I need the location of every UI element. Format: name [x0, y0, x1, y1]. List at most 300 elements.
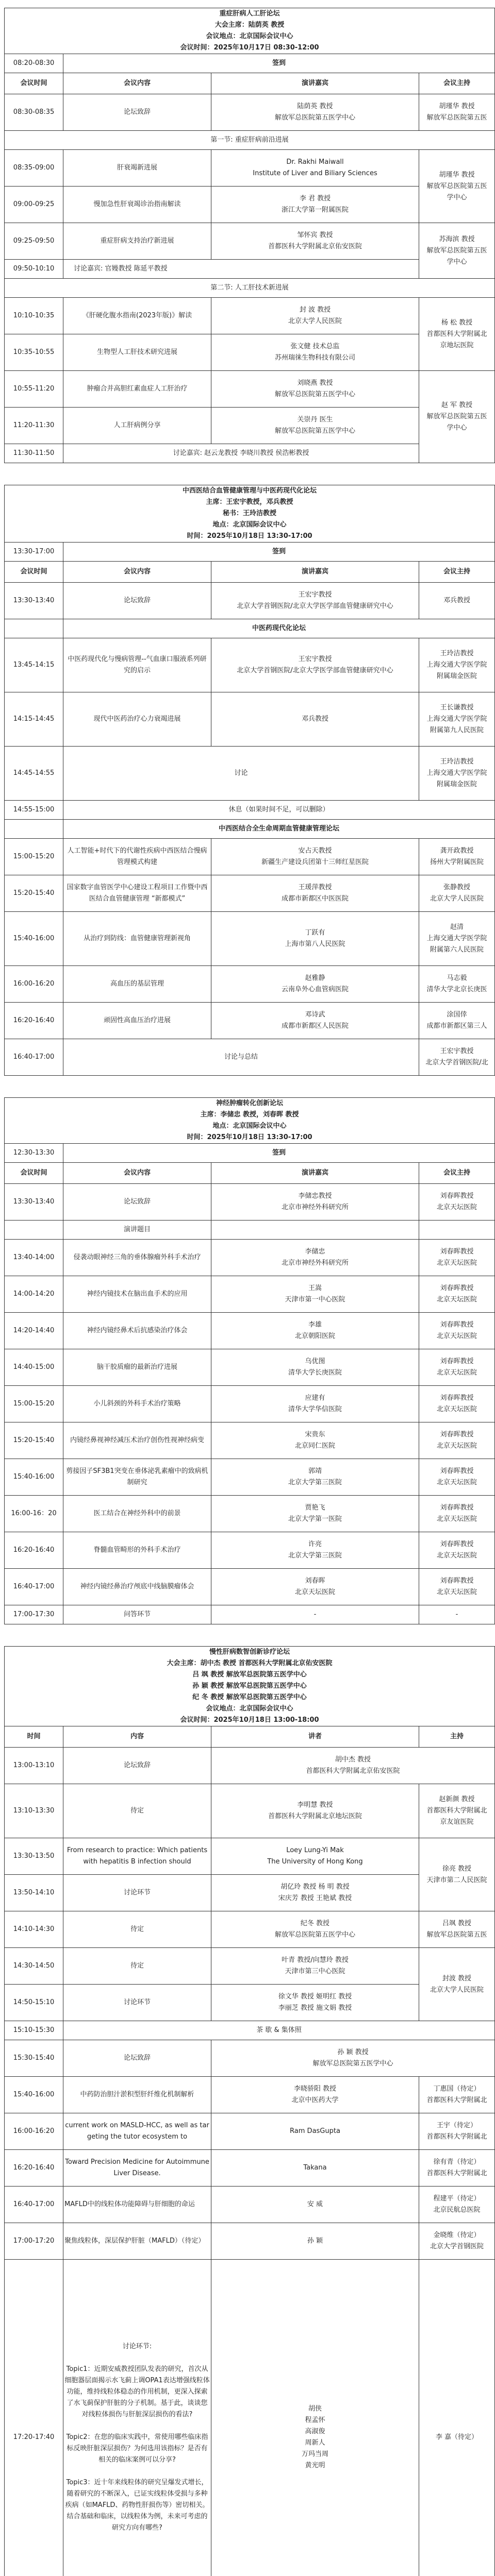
- cell-line: 徐有青（待定）: [433, 2158, 481, 2166]
- time-cell: 14:55-15:00: [5, 801, 63, 820]
- time-cell: [5, 1221, 63, 1240]
- speaker-cell: [211, 1349, 419, 1386]
- cell-line: 王嵩: [308, 1284, 322, 1292]
- topic-cell: 肿瘤合并高胆红素血症人工肝治疗: [63, 371, 211, 408]
- time-cell: 17:20-17:40: [5, 2260, 63, 2576]
- cell-line: 北京天坛医院: [437, 1405, 477, 1413]
- speaker-cell: [211, 1532, 419, 1569]
- cell-line: 解放军总医院第五医学中心: [274, 427, 355, 435]
- cell-line: 成都市新都区第三人: [426, 1022, 487, 1030]
- cell-line: 附属第九人民医院: [430, 726, 484, 734]
- time-cell: 14:30-14:50: [5, 1948, 63, 1985]
- agenda-row: [5, 2260, 495, 2576]
- speaker-cell: [211, 94, 419, 131]
- column-header: 演讲嘉宾: [211, 73, 419, 94]
- speaker-cell: [211, 2260, 419, 2576]
- cell-line: 解放军总医院第五医: [426, 114, 487, 122]
- cell-line: 封波 教授: [442, 1974, 472, 1982]
- cell-line: 解放军总医院第五医: [426, 246, 487, 255]
- cell-line: 龚开政教授: [440, 847, 474, 855]
- column-header: 会议时间: [5, 1163, 63, 1184]
- agenda-row: [5, 1496, 495, 1532]
- topic-cell: MAFLD中的线粒体功能障碍与肝细胞的命运: [63, 2187, 211, 2223]
- agenda-row: [5, 1313, 495, 1349]
- cell-line: 北京大学人民医院: [288, 317, 342, 325]
- cell-line: 马志毅: [447, 974, 467, 982]
- time-cell: 15:40-16:00: [5, 2077, 63, 2113]
- cell-line: 北京天坛医院: [437, 1369, 477, 1377]
- cell-line: 孙 颖 教授: [337, 2048, 369, 2056]
- cell-line: 北京天坛医院: [437, 1259, 477, 1267]
- column-header: 时间: [5, 1726, 63, 1748]
- cell-line: 北京天坛医院: [437, 1552, 477, 1560]
- speaker-cell: [211, 1875, 419, 1911]
- agenda-row: [5, 1911, 495, 1948]
- topic-cell: 医工结合在神经外科中的前景: [63, 1496, 211, 1532]
- cell-line: 北京天坛医院: [437, 1588, 477, 1596]
- topic-cell: 论坛致辞: [63, 94, 211, 131]
- speaker-cell: [211, 875, 419, 912]
- speaker-cell: [211, 1003, 419, 1039]
- topic-cell: 国家数字血管医学中心建设工程项目工作暨中西医结合血管健康管理 “新都模式”: [63, 875, 211, 912]
- cell-line: 北京市神经外科研究所: [281, 1259, 349, 1267]
- topic-cell: 中药防治胆汁淤积型肝纤维化机制解析: [63, 2077, 211, 2113]
- forum-header: [5, 1098, 495, 1144]
- time-cell: [5, 619, 63, 638]
- agenda-row: [5, 1422, 495, 1459]
- time-cell: 15:20-15:40: [5, 1422, 63, 1459]
- cell-line: 刘春晖教授: [440, 1248, 474, 1256]
- time-cell: 15:40-16:00: [5, 1459, 63, 1496]
- cell-line: Ram DasGupta: [290, 2127, 340, 2135]
- cell-line: 附属第六人民医院: [430, 946, 484, 954]
- cell-line: 安 威: [307, 2200, 323, 2208]
- agenda-row: [5, 1144, 495, 1163]
- time-cell: 16:00-16:20: [5, 2113, 63, 2150]
- cell-line: 赵清: [450, 923, 464, 931]
- cell-line: 李晓骄阳 教授: [293, 2085, 337, 2093]
- host-cell: [419, 223, 495, 279]
- topic-cell: 重症肝病支持治疗新进展: [63, 223, 211, 260]
- agenda-row: [5, 1240, 495, 1276]
- agenda-row: [5, 638, 495, 692]
- cell-line: 刘春晖教授: [440, 1358, 474, 1365]
- host-cell: [419, 2077, 495, 2113]
- cell-line: 张静教授: [443, 884, 471, 891]
- cell-line: 天津市第一中心医院: [285, 1296, 345, 1303]
- column-header: 演讲嘉宾: [211, 1163, 419, 1184]
- column-header: 会议时间: [5, 73, 63, 94]
- time-cell: 14:45-14:55: [5, 747, 63, 801]
- cell-line: 解放军总医院第五医学中心: [274, 391, 355, 398]
- cell-line: 王玲洁教授: [440, 650, 474, 657]
- wide-cell: 签到: [63, 54, 495, 73]
- cell-line: 北京大学人民医院: [430, 1986, 484, 1994]
- topic-cell: 剪接因子SF3B1突变在垂体泌乳素瘤中的致病机制研究: [63, 1459, 211, 1496]
- cell-line: 新疆生产建设兵团第十三师红星医院: [261, 858, 369, 866]
- cell-line: 赵雅静: [305, 974, 325, 982]
- time-cell: 16:00-16：20: [5, 1496, 63, 1532]
- cell-line: 徐亮 教授: [442, 1865, 472, 1873]
- cell-line: 天津市第二人民医院: [426, 1876, 487, 1884]
- forum-meta-line: 地点：北京国际会议中心: [212, 1122, 287, 1130]
- speaker-cell: [211, 1221, 419, 1240]
- host-cell: [419, 1184, 495, 1221]
- column-header: 讲者: [211, 1726, 419, 1748]
- host-cell: [419, 371, 495, 463]
- speaker-cell: [211, 2040, 495, 2077]
- topic-cell: 待定: [63, 1784, 211, 1838]
- forum-meta-line: 孙 颖 教授 解放军总医院第五医学中心: [192, 1682, 307, 1690]
- cell-line: Institute of Liver and Biliary Sciences: [253, 170, 377, 177]
- agenda-row: [5, 1039, 495, 1076]
- agenda-row: [5, 912, 495, 966]
- agenda-row: [5, 1349, 495, 1386]
- topic-cell: 演讲题目: [63, 1221, 211, 1240]
- cell-line: 郭靖: [308, 1467, 322, 1475]
- cell-line: 北京大学第三医院: [288, 1479, 342, 1486]
- cell-line: 上海市第八人民医院: [285, 940, 345, 948]
- cell-line: 首都医科大学附属北京佑安医院: [268, 243, 362, 250]
- cell-line: 杨 松 教授: [441, 318, 473, 327]
- agenda-row: [5, 966, 495, 1003]
- cell-line: [64, 2466, 210, 2477]
- cell-line: 清华大学长庚医院: [288, 1369, 342, 1377]
- cell-line: 高淑俊: [305, 2428, 325, 2435]
- agenda-row: [5, 543, 495, 562]
- cell-line: 涂国倖: [447, 1011, 467, 1019]
- speaker-cell: [211, 1784, 419, 1838]
- topic-cell: 内镜经鼻视神经减压术治疗创伤性视神经病变: [63, 1422, 211, 1459]
- cell-line: 北京天坛医院: [437, 1479, 477, 1486]
- cell-line: 北京民航总医院: [433, 2206, 481, 2214]
- topic-cell: 生物型人工肝技术研究进展: [63, 334, 211, 371]
- cell-line: 学中心: [447, 193, 467, 201]
- cell-line: 解放军总医院第五医学中心: [274, 114, 355, 122]
- forum-meta-line: 时间：2025年10月18日 13:30-17:00: [187, 1133, 312, 1141]
- time-cell: 09:25-09:50: [5, 223, 63, 260]
- wide-cell: 中西医结合全生命周期血管健康管理论坛: [63, 820, 495, 839]
- host-cell: [419, 638, 495, 692]
- cell-line: 应建有: [305, 1394, 325, 1402]
- topic-cell: 神经内镜经鼻治疗颅底中线脑膜瘤体会: [63, 1569, 211, 1605]
- cell-line: 京友谊医院: [440, 1818, 474, 1826]
- cell-line: 学中心: [447, 424, 467, 432]
- cell-line: 陆荫英 教授: [297, 103, 333, 110]
- cell-line: 附属瑞金医院: [437, 781, 477, 788]
- agenda-row: [5, 94, 495, 131]
- topic-cell: 神经内镜经鼻术后抗感染治疗体会: [63, 1313, 211, 1349]
- time-cell: 08:35-09:00: [5, 150, 63, 187]
- forum-header: [5, 485, 495, 543]
- host-cell: [419, 1496, 495, 1532]
- forum-title: 重症肝病人工肝论坛: [219, 10, 280, 18]
- topic-cell: 顽固性高血压治疗进展: [63, 1003, 211, 1039]
- column-header-row: [5, 562, 495, 583]
- cell-line: 刘春晖教授: [440, 1192, 474, 1200]
- cell-line: 李 嘉（待定）: [435, 2433, 478, 2441]
- cell-line: 解放军总医院第五医学中心: [274, 1931, 355, 1939]
- cell-line: 张文健 技术总监: [290, 343, 340, 350]
- speaker-cell: [211, 583, 419, 619]
- time-cell: 16:40-17:00: [5, 1039, 63, 1076]
- speaker-cell: [211, 1911, 419, 1948]
- agenda-row: [5, 298, 495, 334]
- section-row: [5, 279, 495, 298]
- cell-line: 关崇丹 医生: [297, 416, 333, 423]
- forum-table: [4, 1646, 495, 2576]
- cell-line: 黄光明: [305, 2462, 325, 2469]
- cell-line: 程孟怀: [305, 2416, 325, 2424]
- cell-line: 孙 颖: [307, 2237, 323, 2245]
- forum-meta-line: 秘书：王玲洁教授: [223, 510, 277, 517]
- cell-line: 北京天坛医院: [437, 1204, 477, 1211]
- cell-line: 吕飒 教授: [442, 1920, 472, 1927]
- cell-line: 邓兵教授: [301, 715, 328, 723]
- forum-title: 神经肿瘤转化创新论坛: [216, 1099, 284, 1107]
- time-cell: 16:20-16:40: [5, 1003, 63, 1039]
- speaker-cell: [211, 2077, 419, 2113]
- time-cell: 15:40-16:00: [5, 912, 63, 966]
- cell-line: 解放军总医院第五医: [426, 413, 487, 420]
- column-header: 会议主持: [419, 562, 495, 583]
- host-cell: [419, 1459, 495, 1496]
- cell-line: 刘春晖教授: [440, 1284, 474, 1292]
- forum-meta-line: 吕 飒 教授 解放军总医院第五医学中心: [192, 1671, 307, 1679]
- agenda-row: [5, 839, 495, 875]
- host-cell: [419, 150, 495, 223]
- agenda-row: [5, 1569, 495, 1605]
- forum-title: 慢性肝病数智创新诊疗论坛: [209, 1648, 290, 1656]
- cell-line: 北京市神经外科研究所: [281, 1204, 349, 1211]
- cell-line: 宋庆芳 教授 王艳斌 教授: [278, 1894, 352, 1902]
- topic-cell: 论坛致辞: [63, 1184, 211, 1221]
- cell-line: 李明慧 教授: [297, 1801, 333, 1809]
- cell-line: 北京天坛医院: [294, 1588, 335, 1596]
- time-cell: 13:30-13:50: [5, 1838, 63, 1875]
- time-cell: 16:40-17:00: [5, 1569, 63, 1605]
- cell-line: 云南阜外心血管病医院: [281, 986, 349, 993]
- agenda-row: [5, 619, 495, 638]
- host-cell: [419, 2223, 495, 2260]
- cell-line: 万玛当周: [301, 2450, 328, 2458]
- time-cell: 13:50-14:10: [5, 1875, 63, 1911]
- forum-header-row: [5, 1098, 495, 1144]
- cell-line: 赵 军 教授: [441, 401, 473, 409]
- cell-line: 京地坛医院: [440, 341, 474, 349]
- cell-line: 李雄: [308, 1321, 322, 1329]
- topic-cell: 待定: [63, 1911, 211, 1948]
- speaker-cell: [211, 1386, 419, 1422]
- agenda-row: [5, 2021, 495, 2040]
- time-cell: 14:10-14:30: [5, 1911, 63, 1948]
- topic-cell: 讨论环节: [63, 1985, 211, 2021]
- cell-line: 北京朝阳医院: [294, 1332, 335, 1340]
- time-cell: 16:20-16:40: [5, 1532, 63, 1569]
- cell-line: 讨论环节:: [122, 2343, 152, 2350]
- cell-line: 北京天坛医院: [437, 1515, 477, 1523]
- forum-section: [4, 485, 494, 1076]
- time-cell: 15:00-15:20: [5, 1386, 63, 1422]
- cell-line: 首都医科大学附属北: [426, 1807, 487, 1815]
- speaker-cell: [211, 1748, 495, 1784]
- forum-table: [4, 485, 495, 1076]
- cell-line: Loey Lung-Yi Mak: [286, 1846, 344, 1854]
- cell-line: Topic3：近十年来线粒体的研究呈爆发式增长，随着研究的不断深入，已证实线粒体受损与多种疾病（如MAFLD、药物性肝损伤等）密切相关。结合基础和临床，以线粒体为例，未来可考虑的研究方向有哪些?: [65, 2479, 209, 2532]
- speaker-cell: [211, 2187, 419, 2223]
- topic-cell: 从治疗到防线：血管健康管理新视角: [63, 912, 211, 966]
- time-cell: 16:40-17:00: [5, 2187, 63, 2223]
- cell-line: 解放军总医院第五医: [426, 1931, 487, 1939]
- cell-line: 王玲洁教授: [440, 758, 474, 766]
- topic-cell: From research to practice: Which patients with hepatitis B infection should: [63, 1838, 211, 1875]
- cell-line: 上海交通大学医学院: [426, 661, 487, 669]
- agenda-row: [5, 2187, 495, 2223]
- discussion-cell: 讨论与总结: [63, 1039, 419, 1076]
- topic-cell: 问答环节: [63, 1605, 211, 1624]
- cell-line: 首都医科大学附属北: [426, 330, 487, 338]
- topic-cell: 现代中医药治疗心力衰竭进展: [63, 692, 211, 747]
- time-cell: 13:00-13:10: [5, 1748, 63, 1784]
- cell-line: 刘春晖教授: [440, 1540, 474, 1548]
- cell-line: 上海交通大学医学院: [426, 769, 487, 777]
- topic-cell: 肝衰竭新进展: [63, 150, 211, 187]
- cell-line: 周新人: [305, 2439, 325, 2447]
- speaker-cell: [211, 371, 419, 408]
- time-cell: 08:30-08:35: [5, 94, 63, 131]
- cell-line: 刘晓燕 教授: [297, 379, 333, 387]
- speaker-cell: [211, 187, 419, 223]
- topic-cell: 中医药现代化与慢病管理--气血康口服液系列研究的启示: [63, 638, 211, 692]
- column-header: 内容: [63, 1726, 211, 1748]
- topic-cell: 论坛致辞: [63, 2040, 211, 2077]
- discussion-cell: 讨论: [63, 747, 419, 801]
- agenda-row: [5, 1386, 495, 1422]
- section-title: 第一节: 重症肝病前沿进展: [5, 131, 495, 150]
- forum-meta-line: 会议地点：北京国际会议中心: [206, 32, 293, 40]
- column-header-row: [5, 73, 495, 94]
- agenda-row: [5, 150, 495, 187]
- column-header: 会议时间: [5, 562, 63, 583]
- agenda-row: [5, 1276, 495, 1313]
- time-cell: 09:00-09:25: [5, 187, 63, 223]
- forum-meta-line: 主席：李储忠 教授，刘春晖 教授: [200, 1111, 299, 1118]
- cell-line: Dr. Rakhi Maiwall: [286, 158, 344, 166]
- topic-cell: 慢加急性肝衰竭诊治指南解读: [63, 187, 211, 223]
- agenda-row: [5, 1838, 495, 1875]
- time-cell: 12:30-13:30: [5, 1144, 63, 1163]
- host-cell: [419, 875, 495, 912]
- cell-line: 北京大学首钢医院/北京大学医学部血管健康研究中心: [237, 667, 393, 674]
- cell-line: 北京大学首钢医院: [430, 2243, 484, 2250]
- forum-section: [4, 1097, 494, 1624]
- time-cell: 09:50-10:10: [5, 260, 63, 279]
- cell-line: [64, 2352, 210, 2364]
- cell-line: 刘春晖教授: [440, 1431, 474, 1438]
- cell-line: Topic2：在您的临床实践中，常使用哪些临床指标反映肝脏深层损伤？为何选用该指标？是否有相关的临床案例可以分享?: [66, 2433, 208, 2464]
- cell-line: The University of Hong Kong: [267, 1858, 363, 1866]
- host-cell: [419, 1276, 495, 1313]
- cell-line: 李 君 教授: [299, 195, 331, 202]
- time-cell: 13:30-17:00: [5, 543, 63, 562]
- host-cell: [419, 1386, 495, 1422]
- speaker-cell: [211, 1605, 419, 1624]
- cell-line: 王宏宇教授: [298, 655, 332, 663]
- forum-header-row: [5, 485, 495, 543]
- cell-line: 胡侠: [308, 2405, 322, 2413]
- column-header: 会议主持: [419, 73, 495, 94]
- speaker-cell: [211, 966, 419, 1003]
- cell-line: 安占天教授: [298, 847, 332, 855]
- time-cell: 15:10-15:30: [5, 2021, 63, 2040]
- column-header-row: [5, 1163, 495, 1184]
- speaker-cell: [211, 150, 419, 187]
- forum-meta-line: 会议时间：2025年10月18日 13:00-18:00: [180, 1716, 319, 1724]
- forum-section: [4, 1646, 494, 2576]
- cell-line: 首都医科大学附属北: [426, 2170, 487, 2177]
- cell-line: 王宏宇教授: [440, 1047, 474, 1055]
- cell-line: 王瑗萍教授: [298, 884, 332, 891]
- cell-line: 北京大学第三医院: [288, 1552, 342, 1560]
- cell-line: 李储忠: [305, 1248, 325, 1256]
- agenda-row: [5, 1459, 495, 1496]
- forum-header-row: [5, 8, 495, 54]
- column-header: 主持: [419, 1726, 495, 1748]
- topic-cell: 人工智能+时代下的代谢性疾病中西医结合慢病管理模式构建: [63, 839, 211, 875]
- time-cell: 14:20-14:40: [5, 1313, 63, 1349]
- host-cell: [419, 839, 495, 875]
- topic-cell: 《肝硬化腹水指南(2023年版)》解读: [63, 298, 211, 334]
- cell-line: 北京大学第一医院: [288, 1515, 342, 1523]
- time-cell: 16:00-16:20: [5, 966, 63, 1003]
- topic-cell: 神经内镜技术在脑出血手术的应用: [63, 1276, 211, 1313]
- speaker-cell: [211, 334, 419, 371]
- cell-line: 胡亿玲 教授 杨 明 教授: [280, 1883, 350, 1891]
- speaker-cell: [211, 638, 419, 692]
- cell-line: 北京大学首钢医院/北京大学医学部血管健康研究中心: [237, 602, 393, 610]
- forum-section: [4, 8, 494, 463]
- forum-meta-line: 地点：北京国际会议中心: [212, 521, 287, 529]
- agenda-row: [5, 1532, 495, 1569]
- host-cell: [419, 2187, 495, 2223]
- speaker-cell: [211, 408, 419, 444]
- cell-line: 清华大学华信医院: [288, 1405, 342, 1413]
- host-cell: [419, 1569, 495, 1605]
- cell-line: 附属瑞金医院: [437, 672, 477, 680]
- cell-line: 刘春晖教授: [440, 1321, 474, 1329]
- host-cell: [419, 692, 495, 747]
- topic-cell: 待定: [63, 1948, 211, 1985]
- cell-line: 邹怀宾 教授: [297, 231, 333, 239]
- cell-line: 学中心: [447, 258, 467, 266]
- cell-line: 邓诗武: [305, 1011, 325, 1019]
- cell-line: Takana: [303, 2164, 327, 2172]
- agenda-row: [5, 2113, 495, 2150]
- cell-line: 宋贵东: [305, 1431, 325, 1438]
- time-cell: [5, 820, 63, 839]
- cell-line: 封 波 教授: [299, 306, 331, 314]
- cell-line: 北京天坛医院: [437, 1442, 477, 1450]
- cell-line: 丁惠国（待定）: [433, 2085, 481, 2093]
- cell-line: Topic1：近期安威教授团队发表的研究，首次从细胞器层面揭示水飞蓟上调OPA1表达增强线粒体功能，维持线粒体稳态的作用机制，更深入探索了水飞蓟保护肝脏的分子机制。基于此，谈谈您对线粒体损伤与肝脏深层损伤的看法?: [64, 2365, 210, 2418]
- agenda-row: [5, 371, 495, 408]
- column-header: 会议内容: [63, 1163, 211, 1184]
- cell-line: 刘春晖教授: [440, 1577, 474, 1585]
- topic-cell: current work on MASLD-HCC, as well as targeting the tutor ecosystem to: [63, 2113, 211, 2150]
- agenda-row: [5, 1784, 495, 1838]
- host-cell: [419, 1532, 495, 1569]
- speaker-cell: [211, 839, 419, 875]
